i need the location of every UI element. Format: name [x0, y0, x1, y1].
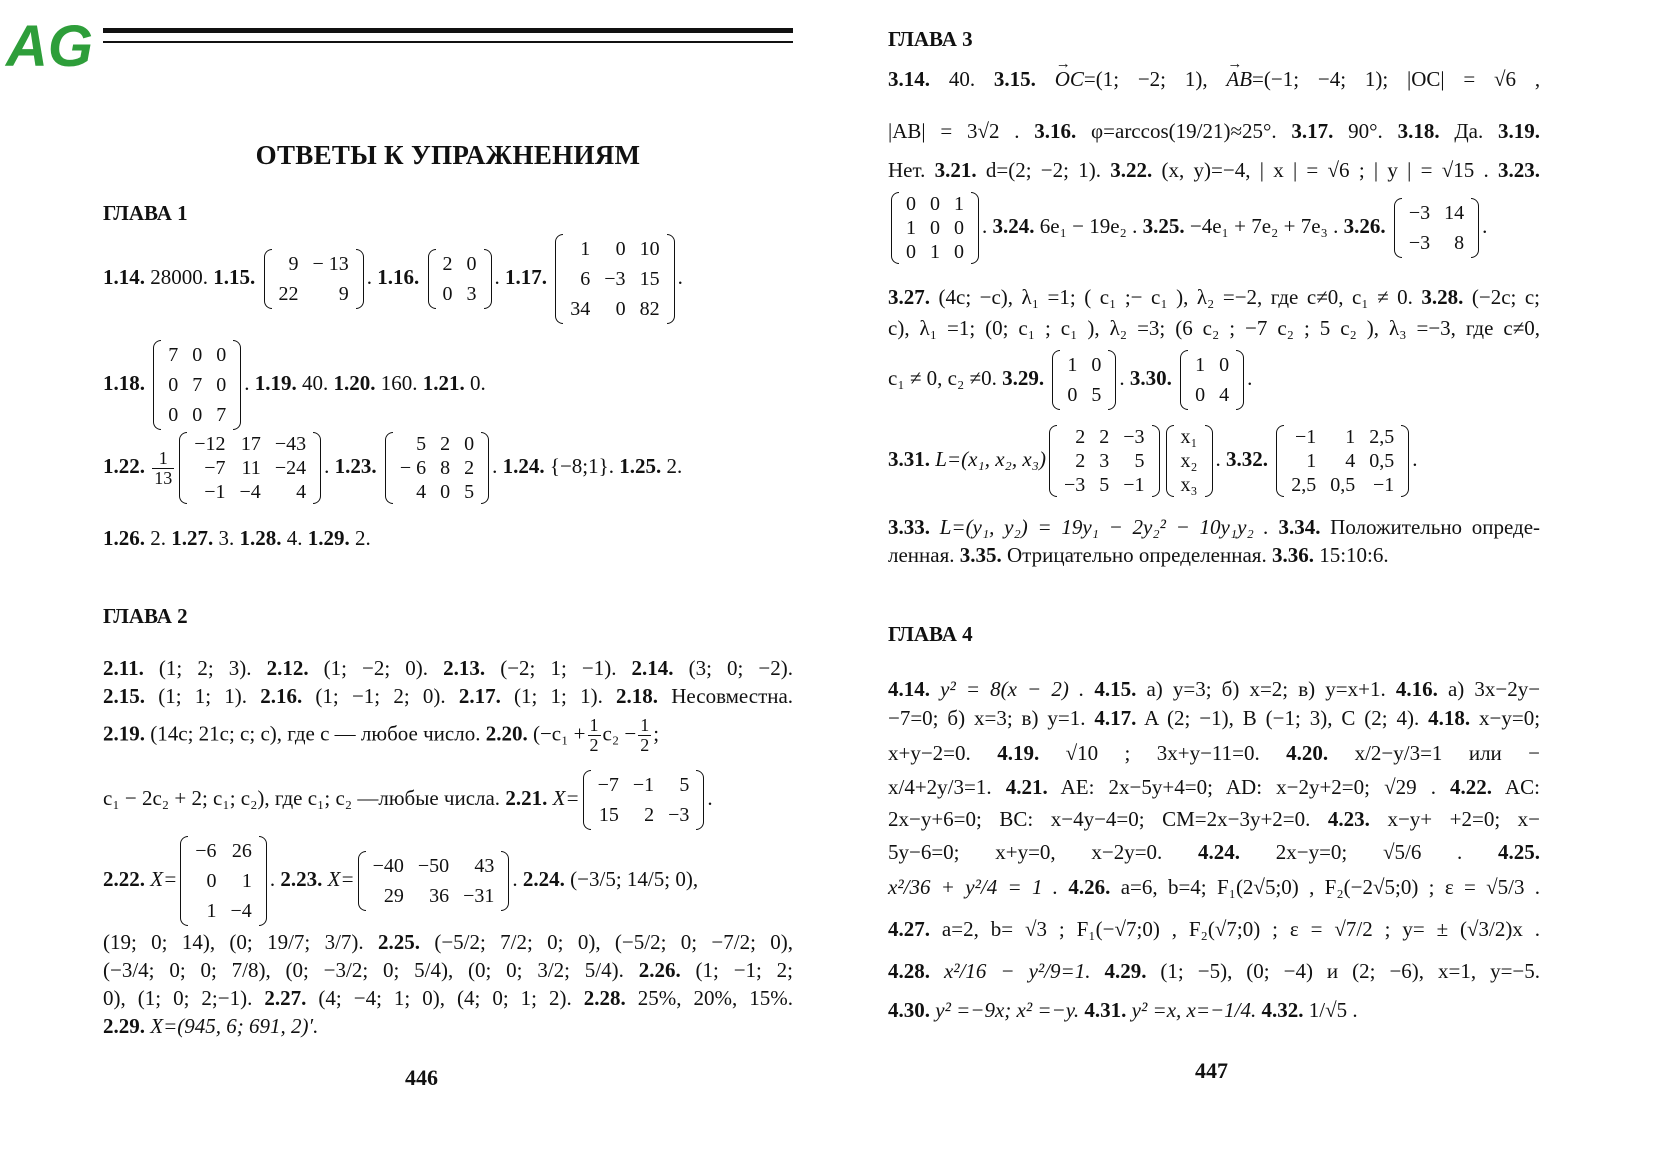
ch3-line-8: 3.31. L=(x₁, x₂, x₃) 2 2 −3 2 3 5 −3 5 −1 x₁ x₂ x₃ . 3.32. −1 1 2,5 1 4 0,5 2,5 0,5 −1 .	[888, 426, 1418, 496]
ch2-line-3: 2.19. (14c; 21c; c; c), где c — любое число. 2.20. (−c₁ + $\frac{1}{2}$ c₂ − $\frac{1}{2}$ ;	[103, 715, 660, 755]
ch3-line-6: c), λ₁ =1; (0; c₁ ; c₁ ), λ₂ =3; (6 c₂ ; −7 c₂ ; 5 c₂ ), λ₃ =−3, где c≠0,	[888, 316, 1540, 340]
ch2-line-1: 2.11. (1; 2; 3). 2.12. (1; −2; 0). 2.13. (−2; 1; −1). 2.14. (3; 0; −2).	[103, 656, 794, 680]
matrix-3-32: −1 1 2,5 1 4 0,5 2,5 0,5 −1	[1276, 425, 1409, 497]
ch2-line-4: c₁ − 2c₂ + 2; c₁; c₂), где c₁; c₂ —любые числа. 2.21. X= −7 −1 5 15 2 −3 .	[103, 770, 713, 830]
header-rule-thick	[103, 28, 793, 33]
ch3-line-9: 3.33. L=(y₁, y₂) = 19y₁ − 2y₂² − 10y₁y₂ . 3.34. Положительно опреде-	[888, 515, 1541, 539]
chapter-3-heading: ГЛАВА 3	[888, 27, 973, 51]
ch4-line-8: 4.27. a=2, b= √3 ; F₁(−√7;0) , F₂(√7;0) ; ε = √7/2 ; y= ± (√3/2)x .	[888, 917, 1541, 941]
vector-x: x₁ x₂ x₃	[1166, 425, 1213, 497]
ch2-line-8: 0), (1; 0; 2;−1). 2.27. (4; −4; 1; 0), (4; 0; 1; 2). 2.28. 25%, 20%, 15%.	[103, 986, 794, 1010]
ch4-line-4: x/4+2y/3=1. 4.21. AE: 2x−5y+4=0; AD: x−2y+2=0; √29 . 4.22. AC:	[888, 775, 1540, 799]
header-rule-thin	[103, 41, 793, 43]
chapter-4-heading: ГЛАВА 4	[888, 622, 973, 646]
fraction-half: $\frac{1}{2}$	[640, 715, 650, 755]
ch3-line-1: 3.14. 40. 3.15. → OC=(1; −2; 1), → AB=(−1; −4; 1); |OC| = √6 ,	[888, 66, 1540, 92]
ch4-line-7: x²/36 + y²/4 = 1 . 4.26. a=6, b=4; F₁(2√5;0) , F₂(−2√5;0) ; ε = √5/3 .	[888, 875, 1541, 899]
ag-logo-lettering: AG	[6, 14, 93, 79]
ag-logo-icon	[4, 4, 93, 90]
fraction-1-13: $\frac{1}{13}$	[154, 447, 173, 488]
ch2-line-9: 2.29. X=(945, 6; 691, 2)′.	[103, 1014, 319, 1038]
ch4-line-5: 2x−y+6=0; BC: x−4y−4=0; CM=2x−3y+2=0. 4.23. x−y+ +2=0; x−	[888, 807, 1541, 831]
ch1-row-1: 1.14. 28000. 1.15. 9 − 13 22 9 . 1.16. 2 0 0 3 . 1.17. 1 0 10 6 −3 15 34 0 82 .	[103, 234, 683, 324]
matrix-3-30: 1 0 0 4	[1180, 350, 1244, 410]
ch1-row-3: 1.22. $\frac{1}{13}$ −12 17 −43 −7 11 −24 −1 −4 4 . 1.23. 5 2 0 − 6 8 2 4 0 5 . 1.24. {−8;1}. 1.25. 2.	[103, 433, 683, 503]
page-number: 446	[405, 1065, 438, 1090]
ch2-line-7: (−3/4; 0; 0; 7/8), (0; −3/2; 0; 5/4), (0; 0; 3/2; 5/4). 2.26. (1; −1; 2;	[103, 958, 794, 982]
ch3-line-4: 0 0 1 1 0 0 0 1 0 . 3.24. 6e₁ − 19e₂ . 3.25. −4e₁ + 7e₂ + 7e₃ . 3.26. −3 14 −3 8 .	[888, 192, 1487, 264]
chapter-2-heading: ГЛАВА 2	[103, 604, 188, 628]
ch4-line-10: 4.30. y² =−9x; x² =−y. 4.31. y² =x, x=−1/4. 4.32. 1/√5 .	[888, 998, 1358, 1022]
answer-number: 1.14.	[103, 264, 145, 289]
ch2-line-5: 2.22. X= −6 26 0 1 1 −4 . 2.23. X= −40 −50 43 29 36 −31 . 2.24. (−3/5; 14/5; 0),	[103, 836, 698, 926]
ch4-line-2: −7=0; б) x=3; в) y=1. 4.17. A (2; −1), B (−1; 3), C (2; 4). 4.18. x−y=0;	[888, 706, 1541, 730]
vector-ab: → AB	[1226, 66, 1252, 92]
ag-logo	[4, 4, 93, 90]
ch2-line-2: 2.15. (1; 1; 1). 2.16. (1; −1; 2; 0). 2.17. (1; 1; 1). 2.18. Несовместна.	[103, 684, 794, 708]
vector-oc: → OC	[1055, 66, 1084, 92]
matrix-3-29: 1 0 0 5	[1052, 350, 1116, 410]
ch1-row-2: 1.18. 7 0 0 0 7 0 0 0 7 . 1.19. 40. 1.20. 160. 1.21. 0.	[103, 340, 486, 430]
right-page	[831, 0, 1662, 1157]
ch2-line-6: (19; 0; 14), (0; 19/7; 3/7). 2.25. (−5/2; 7/2; 0; 0), (−5/2; 0; −7/2; 0),	[103, 930, 794, 954]
ch3-line-5: 3.27. (4c; −c), λ₁ =1; ( c₁ ;− c₁ ), λ₂ =−2, где c≠0, c₁ ≠ 0. 3.28. (−2c; c;	[888, 285, 1541, 309]
matrix-1-18: 7 0 0 0 7 0 0 0 7	[153, 340, 241, 430]
matrix-1-15: 9 − 13 22 9	[264, 249, 364, 309]
matrix-3-23: 0 0 1 1 0 0 0 1 0	[891, 192, 979, 264]
matrix-3-31: 2 2 −3 2 3 5 −3 5 −1	[1049, 425, 1160, 497]
ch4-line-6: 5y−6=0; x+y=0, x−2y=0. 4.24. 2x−y=0; √5/6 . 4.25.	[888, 840, 1541, 864]
ch1-row-4: 1.26. 2. 1.27. 3. 1.28. 4. 1.29. 2.	[103, 526, 371, 550]
matrix-2-23: −40 −50 43 29 36 −31	[358, 851, 510, 911]
ch4-line-3: x+y−2=0. 4.19. √10 ; 3x+y−11=0. 4.20. x/2−y/3=1 или −	[888, 741, 1541, 765]
page-title: ОТВЕТЫ К УПРАЖНЕНИЯМ	[255, 140, 641, 170]
matrix-3-26: −3 14 −3 8	[1394, 198, 1479, 258]
matrix-1-16: 2 0 0 3	[428, 249, 492, 309]
ch3-line-3: Нет. 3.21. d=(2; −2; 1). 3.22. (x, y)=−4, | x | = √6 ; | y | = √15 . 3.23.	[888, 158, 1541, 182]
ch4-line-9: 4.28. x²/16 − y²/9=1. 4.29. (1; −5), (0; −4) и (2; −6), x=1, y=−5.	[888, 959, 1541, 983]
fraction-half: $\frac{1}{2}$	[589, 715, 599, 755]
matrix-1-17: 1 0 10 6 −3 15 34 0 82	[555, 234, 674, 324]
ch4-line-1: 4.14. y² = 8(x − 2) . 4.15. а) y=3; б) x=2; в) y=x+1. 4.16. а) 3x−2y−	[888, 677, 1541, 701]
matrix-1-23: 5 2 0 − 6 8 2 4 0 5	[385, 432, 489, 504]
ch3-line-10: ленная. 3.35. Отрицательно определенная. 3.36. 15:10:6.	[888, 543, 1389, 567]
matrix-2-21: −7 −1 5 15 2 −3	[583, 770, 705, 830]
ch3-line-7: c₁ ≠ 0, c₂ ≠0. 3.29. 1 0 0 5 . 3.30. 1 0 0 4 .	[888, 350, 1252, 410]
page-number: 447	[1195, 1058, 1228, 1083]
ch3-line-2: |AB| = 3√2 . 3.16. φ=arccos(19/21)≈25°. 3.17. 90°. 3.18. Да. 3.19.	[888, 119, 1541, 143]
matrix-1-22: −12 17 −43 −7 11 −24 −1 −4 4	[179, 432, 321, 504]
matrix-2-22: −6 26 0 1 1 −4	[180, 836, 267, 926]
chapter-1-heading: ГЛАВА 1	[103, 201, 188, 225]
